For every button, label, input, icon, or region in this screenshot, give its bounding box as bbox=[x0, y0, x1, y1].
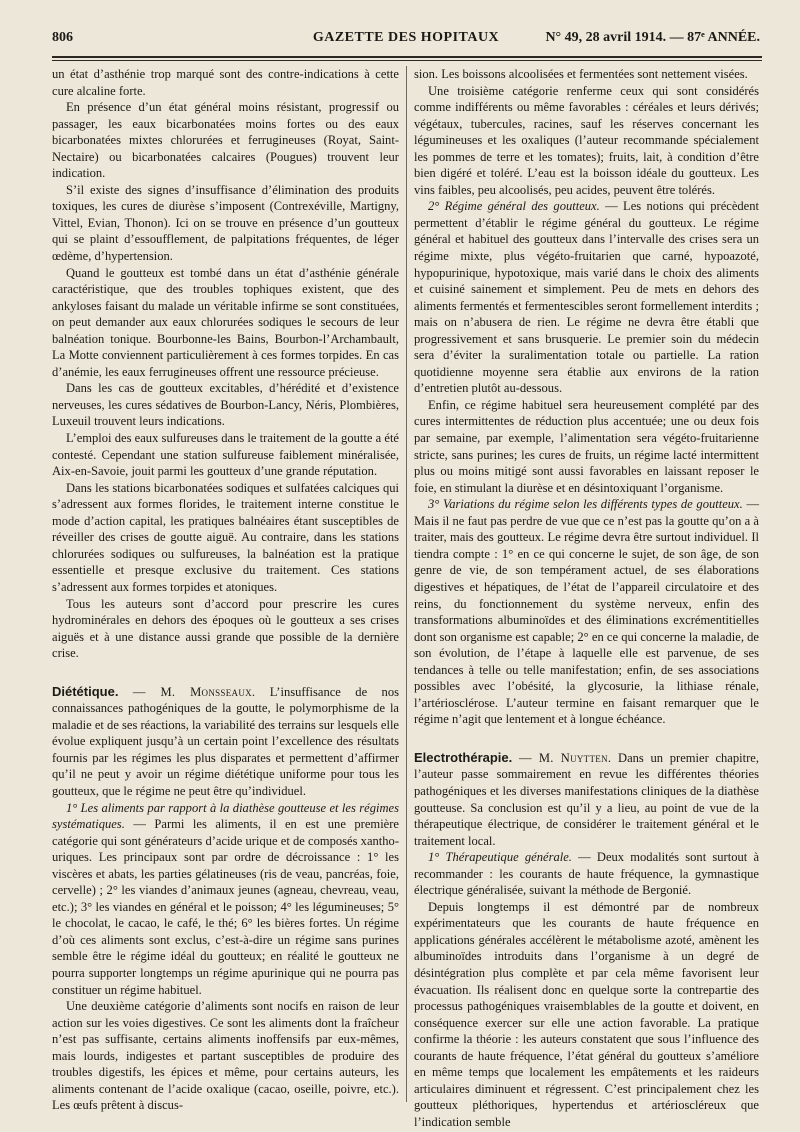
subsection-text: — Les notions qui précèdent permettent d’établir le régime général du goutteux. Le régime général et habituel des goutteux dans l’intervalle des crises sera un régime mixte, plus végéto-fruitarien que carné, hypoazoté, hypopurinique, hypotoxique, mais varié dans le choix des aliments et cuisiné sainement et simplement. Peu de mets en dehors des aliments fermentés et fermentescibles seront formellement interdits ; mais on n’abusera de rien. Le régime ne devra être établi que progressivement et sans brusquerie. Le premier soin du médecin sera d’éviter la suralimentation totale ou partielle. La ration quotidienne moyenne sera établie aux environs de la ration d’entretien plutôt au-dessous. bbox=[414, 199, 760, 396]
paragraph: Quand le goutteux est tombé dans un état d’asthénie générale caractéristique, que des troubles tophiques existent, que des ankyloses faisant du malade un véritable infirme se sont constituées, on peut demander aux eaux chlorurées sodiques le secours de leur balnéation tonique. Bourbonne-les Bains, Bourbon-l’Archambault, La Motte conviennent particulièrement à ces formes torpides. En cas d’anémie, les eaux ferrugineuses offrent une ressource précieuse. bbox=[52, 265, 399, 379]
paragraph: Une deuxième catégorie d’aliments sont nocifs en raison de leur action sur les voies digestives. Ce sont les aliments dont la fraîcheur n’est pas suffisante, certains aliments inoffensifs par eux-mêmes, mais lourds, indigestes et partant susceptibles de produire des troubles digestifs, les épices et même, pour certains auteurs, les aliments contenant de l’acide oxalique (cacao, oseille, poivre, etc.). Les œufs prêtent à discus- bbox=[52, 999, 399, 1113]
subsection-therapeutique-generale bbox=[414, 849, 759, 899]
electrotherapie-section-intro bbox=[414, 750, 759, 849]
dietetique-section-intro bbox=[52, 684, 399, 800]
page-number: 806 bbox=[52, 30, 73, 45]
subsection-title: 3° Variations du régime selon les différents types de goutteux. bbox=[428, 497, 743, 512]
header-rule-thick bbox=[52, 56, 762, 58]
paragraph: En présence d’un état général moins résistant, progressif ou passager, les eaux bicarbonatées moins fortes ou des eaux bicarbonatées mixtes chlorurées et ferrugineuses (Royat, Saint-Nectaire) ou bicarbonatées calcaires (Pougues) trouvent leur indication. bbox=[52, 100, 399, 181]
journal-title: GAZETTE DES HOPITAUX bbox=[312, 30, 500, 45]
section-heading-dietetique: Diététique. bbox=[52, 683, 119, 699]
subsection-text: — Deux modalités sont surtout à recommander : les courants de haute fréquence, la gymnastique électrique généralisée, suivant la méthode de Bergonié. bbox=[414, 850, 760, 898]
right-column bbox=[414, 66, 760, 1129]
subsection-aliments bbox=[52, 800, 399, 999]
author-nuytten: — M. Nuytten. bbox=[518, 750, 612, 765]
paragraph: L’emploi des eaux sulfureuses dans le traitement de la goutte a été contesté. Cependant une station sulfureuse faiblement minéralisée, Aix-en-Savoie, jouit parmi les goutteux d’une grande réputation. bbox=[52, 431, 399, 479]
subsection-variations bbox=[414, 496, 759, 728]
subsection-title: 1° Les aliments par rapport à la diathèse goutteuse et les régimes systématiques. bbox=[52, 800, 399, 832]
paragraph: un état d’asthénie trop marqué sont des contre-indications à cette cure alcaline forte. bbox=[52, 67, 399, 98]
subsection-title: 1° Thérapeutique générale. bbox=[428, 850, 572, 865]
subsection-regime-general bbox=[414, 198, 759, 397]
paragraph: Tous les auteurs sont d’accord pour prescrire les cures hydrominérales en dehors des époques où le goutteux a ses crises aiguës et à une distance aussi grande que possible de la dernière crise. bbox=[52, 596, 399, 661]
issue-info: N° 49, 28 avril 1914. — 87ᵉ ANNÉE. bbox=[545, 30, 760, 45]
left-column bbox=[52, 66, 399, 1113]
paragraph: Dans les cas de goutteux excitables, d’hérédité et d’existence nerveuses, les cures sédatives de Bourbon-Lancy, Néris, Plombières, Luxeuil trouvent leurs indications. bbox=[52, 381, 399, 429]
paragraph: Une troisième catégorie renferme ceux qui sont considérés comme indifférents ou même favorables : céréales et leurs dérivés; végétaux, tubercules, racines, sauf les réserves concernant les légumineuses et les oxaliques (l’auteur recommande spécialement les pommes de terre et les tomates); fruits, lait, à condition d’être bien digéré et toléré. L’eau est la boisson idéale du goutteux. Les vins faibles, peu alcoolisés, peu acides, peuvent être tolérés. bbox=[414, 83, 759, 197]
paragraph: Depuis longtemps il est démontré par de nombreux expérimentateurs que les courants de haute fréquence en applications générales accélèrent le métabolisme azoté, amènent les albuminoïdes introduits dans l’organisme à un degré de désintégration plus complète et par cela même favorisent leur évacuation. Ils réalisent donc en quelque sorte la contrepartie des processus pathogéniques vraisemblables de la goutte et doivent, en conséquence exercer sur elle une action favorable. La pratique confirme la théorie : les auteurs constatent que sous l’influence des courants de haute fréquence, l’état général du goutteux s’améliore en même temps que localement les empâtements et les raideurs articulaires diminuent et régressent. C’est principalement chez les goutteux pléthoriques, hypertendus et artérioscléreux que l’indication semble bbox=[414, 899, 759, 1129]
running-header bbox=[52, 30, 760, 54]
paragraph: S’il existe des signes d’insuffisance d’élimination des produits toxiques, les cures de diurèse s’imposent (Contrexéville, Martigny, Vittel, Evian, Thonon). Ici on se trouve en présence d’un goutteux qui se plaint d’essoufflement, de palpitations fréquentes, de léger œdème, d’hypertension. bbox=[52, 182, 399, 264]
section-heading-electrotherapie: Electrothérapie. bbox=[414, 749, 513, 765]
paragraph: sion. Les boissons alcoolisées et fermentées sont nettement visées. bbox=[414, 67, 748, 81]
column-separator bbox=[406, 66, 407, 1102]
header-rule-thin bbox=[52, 60, 762, 61]
subsection-title: 2° Régime général des goutteux. bbox=[428, 199, 600, 214]
author-monsseaux: — M. Monsseaux. bbox=[132, 684, 256, 699]
subsection-text: — Mais il ne faut pas perdre de vue que ce n’est pas la goutte qu’on a à traiter, mais des goutteux. Le régime devra être surtout individuel. Il tiendra compte : 1° en ce qui concerne le sujet, de son âge, de son genre de vie, de son tempérament actuel, de ses élaborations digestives et hépatiques, de l’état de l’appareil circulatoire et des reins, du fonctionnement du système nerveux, enfin des transformations albuminoïdes et des éliminations excrémentitielles dont son organisme est capable; 2° en ce qui concerne la maladie, de son évolution, de l’étape à laquelle elle est parvenue, de ses tendances à telle ou telle manifestation; enfin, de ses associations possibles avec l’obésité, la glycosurie, la lithiase rénale, l’artériosclérose. L’auteur termine en faisant remarquer que le régime n’agit que lentement et à longue échéance. bbox=[414, 497, 759, 727]
paragraph: Dans les stations bicarbonatées sodiques et sulfatées calciques qui s’adressent aux formes florides, le traitement interne constitue le mode d’action capital, les pratiques balnéaires étant susceptibles de réveiller des crises de goutte aiguë. Au contraire, dans les stations chlorurées sodiques ou sulfureuses, la balnéation est la pratique essentielle et presque exclusive du traitement. Ces stations s’adressent aux formes torpides et atoniques. bbox=[52, 480, 399, 594]
paragraph-text: Dans un premier chapitre, l’auteur passe sommairement en revue les différentes théories pathogéniques et les diverses manifestations cliniques de la diathèse goutteuse. Sa conclusion est qu’il y a lieu, au point de vue de la thérapeutique électrique, de considérer le traitement général et le traitement local. bbox=[414, 750, 760, 848]
paragraph-text: L’insuffisance de nos connaissances pathogéniques de la goutte, le polymorphisme de la maladie et de ses réactions, la variabilité des terrains sur lesquels elle évolue expliquent jusqu’à un certain point l’excellence des résultats fournis par les régimes les plus disparates et permettent d’affirmer qu’il ne peut y avoir un régime diététique uniforme pour tous les goutteux, que le régime ne peut être qu’individuel. bbox=[52, 684, 399, 798]
paragraph: Enfin, ce régime habituel sera heureusement complété par des cures intermittentes de réduction plus accentuée; une ou deux fois par semaine, par exemple, l’alimentation sera végéto-fruitarienne stricte, sans purines; les cures de fruits, un régime lacté intermittent plus ou moins mitigé sont aussi favorables en laissant reposer le foie, en stimulant la diurèse et en désintoxiquant l’organisme. bbox=[414, 397, 759, 495]
subsection-text: — Parmi les aliments, il en est une première catégorie qui sont générateurs d’acide urique et de composés xantho-uriques. Les principaux sont par ordre de décroissance : 1° les viscères et abats, les parties gélatineuses (ris de veau, pancréas, foie, cervelle) ; 2° les viandes d’animaux jeunes (agneau, chevreau, veau, etc.); 3° les viandes en général et le poisson; 4° les légumineuses; 5° le chocolat, le cacao, le café, le thé; 6° les bières fortes. Un régime d’où ces aliments sont exclus, c’est-à-dire un régime sans purines semble être le régime idéal du goutteux; en réalité le goutteux ne pourra supporter longtemps un régime apurinique qui ne pourra pas constituer un régime habituel. bbox=[52, 817, 399, 997]
